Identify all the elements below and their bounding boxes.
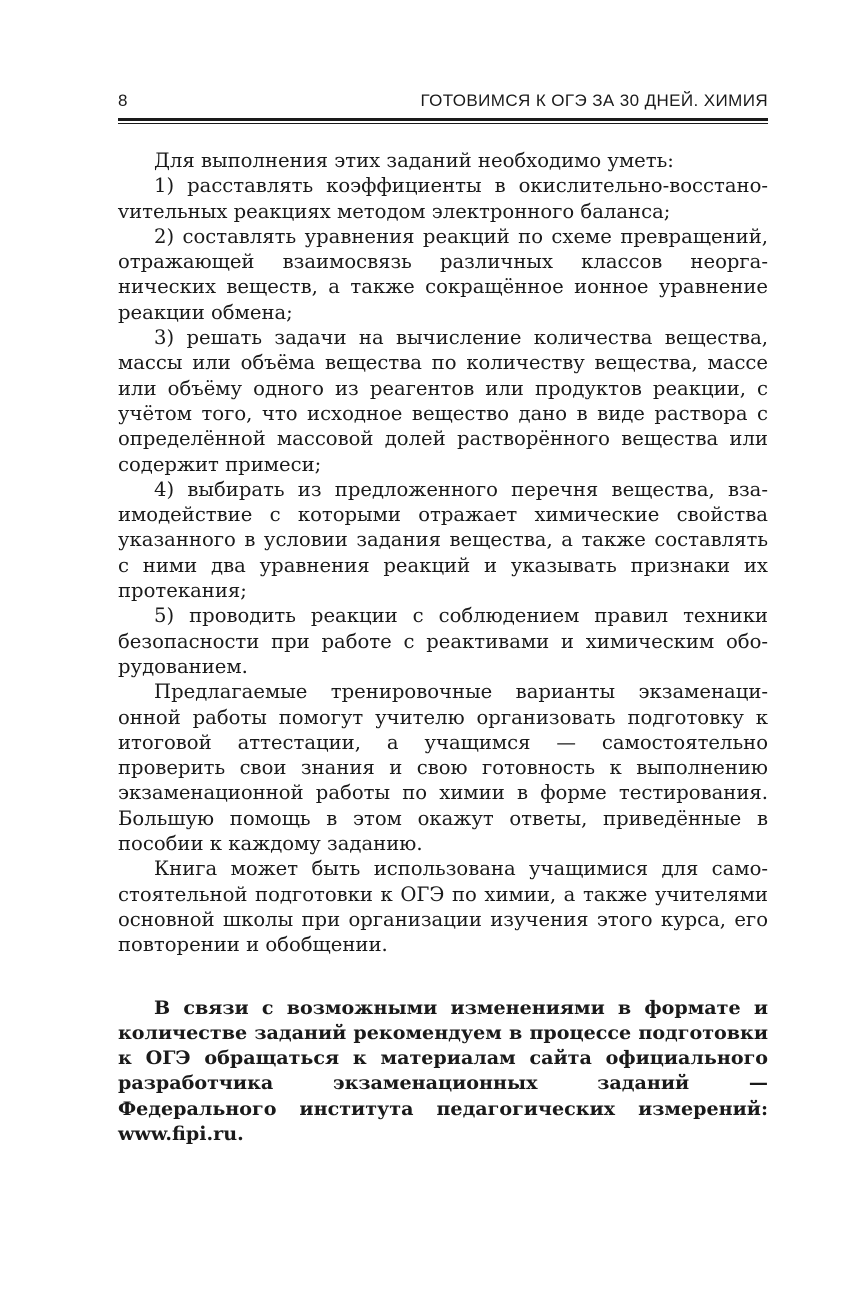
page-header <box>118 90 768 112</box>
paragraph-book-usage: Книга может быть использована учащимися для самостоятельной подготовки к ОГЭ по химии, а также учителями основной школы при организации изучения этого курса, его повторении и обобщении. <box>118 857 768 957</box>
header-rule-thin <box>118 123 768 124</box>
page-number: 8 <box>118 91 128 110</box>
header-rule-thick <box>118 118 768 121</box>
fipi-note: В связи с возможными изменениями в формате и количестве заданий рекомендуем в процессе подготовки к ОГЭ обращаться к материалам сайта официального разработчика экзаменационных заданий — Федерального института педагогических измерений: www.fipi.ru. <box>118 995 768 1145</box>
paragraph-skill-1: 1) расставлять коэффициенты в окислительно-восстаноvительных реакциях методом электронного баланса; <box>118 174 768 223</box>
paragraph-skill-2: 2) составлять уравнения реакций по схеме превращений, отражающей взаимосвязь различных классов неорганических веществ, а также сокращённое ионное уравнение реакции обмена; <box>118 224 768 324</box>
paragraph-skill-5: 5) проводить реакции с соблюдением правил техники безопасности при работе с реактивами и химическим оборудованием. <box>118 604 768 678</box>
running-title: ГОТОВИМСЯ К ОГЭ ЗА 30 ДНЕЙ. ХИМИЯ <box>420 91 768 110</box>
paragraph-skill-3: 3) решать задачи на вычисление количества вещества, массы или объёма вещества по количеству вещества, массе или объёму одного из реагентов или продуктов реакции, с учётом того, что исходное вещество дано в виде раствора с определённой массовой долей растворённого вещества или содержит примеси; <box>118 326 768 476</box>
paragraph-variants: Предлагаемые тренировочные варианты экзаменационной работы помогут учителю организовать подготовку к итоговой аттестации, а учащимся — самостоятельно проверить свои знания и свою готовность к выполнению экзаменационной работы по химии в форме тестирования. Большую помощь в этом окажут ответы, приведённые в пособии к каждому заданию. <box>118 680 768 856</box>
paragraph-intro: Для выполнения этих заданий необходимо уметь: <box>154 149 674 172</box>
book-page <box>118 90 768 1165</box>
paragraph-skill-4: 4) выбирать из предложенного перечня вещества, взаимодействие с которыми отражает химические свойства указанного в условии задания вещества, а также составлять с ними два уравнения реакций и указывать признаки их протекания; <box>118 477 768 603</box>
body-text <box>118 148 768 958</box>
